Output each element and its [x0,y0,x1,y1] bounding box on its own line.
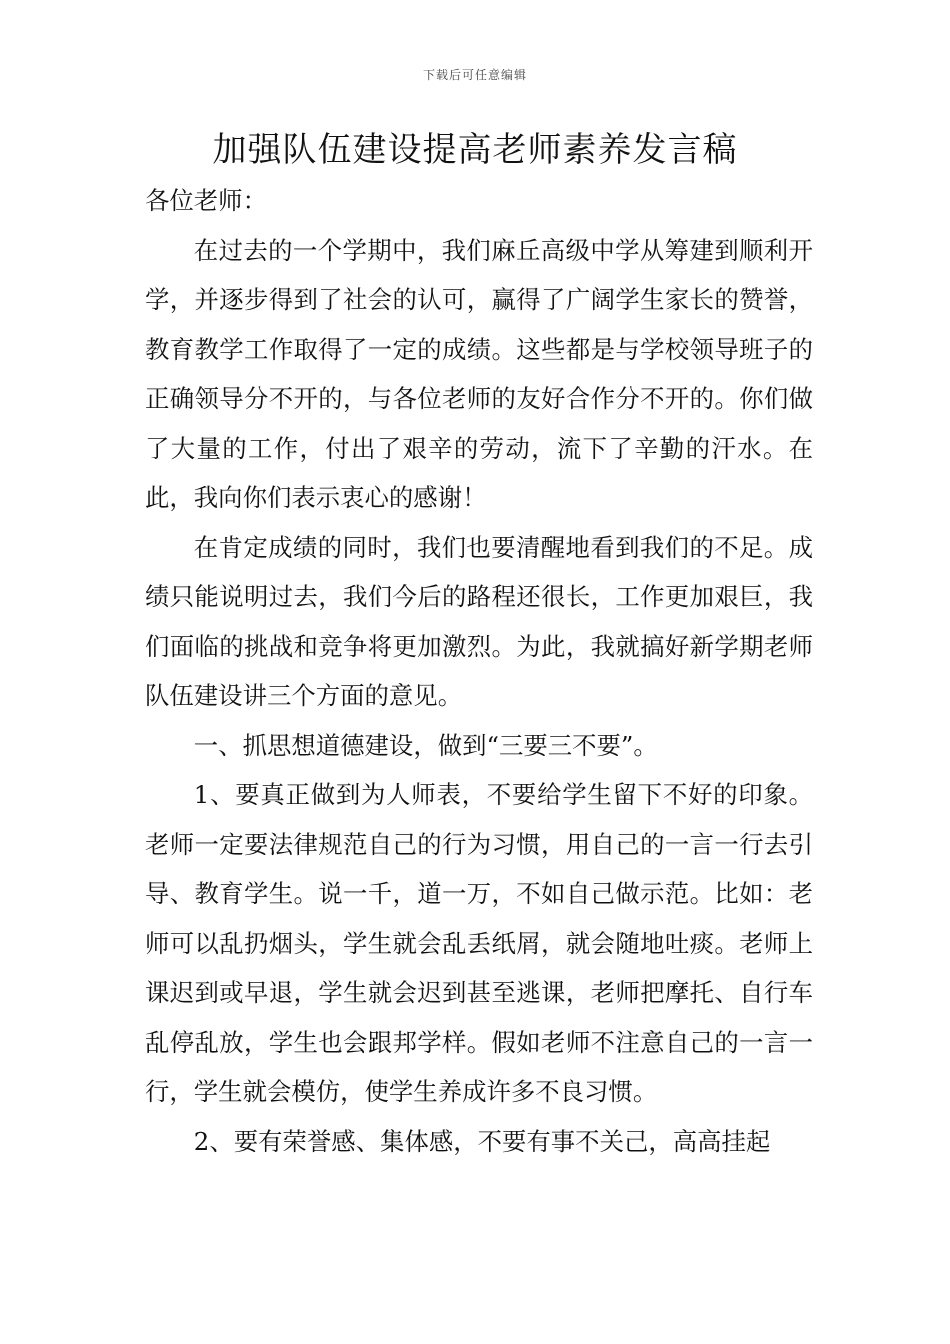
document-title: 加强队伍建设提高老师素养发言稿 [212,130,738,170]
salutation: 各位老师： [145,186,267,215]
paragraph: 2、要有荣誉感、集体感，不要有事不关己，高高挂起 [193,1126,771,1156]
section-heading: 一、抓思想道德建设，做到“三要三不要”。 [193,730,658,760]
paragraph: 在肯定成绩的同时，我们也要清醒地看到我们的不足。成绩只能说明过去，我们今后的路程还很长，工作更加艰巨，我们面临的挑战和竞争将更加激烈。为此，我就搞好新学期老师队伍建设讲三个方面的意见。 [145,532,813,710]
paragraph: 1、要真正做到为人师表，不要给学生留下不好的印象。老师一定要法律规范自己的行为习惯，用自己的一言一行去引导、教育学生。说一千，道一万，不如自己做示范。比如：老师可以乱扔烟头，学生就会乱丢纸屑，就会随地吐痰。老师上课迟到或早退，学生就会迟到甚至逃课，老师把摩托、自行车乱停乱放，学生也会跟邦学样。假如老师不注意自己的一言一行，学生就会模仿，使学生养成许多不良习惯。 [145,780,813,1106]
paragraph: 在过去的一个学期中，我们麻丘高级中学从筹建到顺利开学，并逐步得到了社会的认可，赢得了广阔学生家长的赞誉，教育教学工作取得了一定的成绩。这些都是与学校领导班子的正确领导分不开的，与各位老师的友好合作分不开的。你们做了大量的工作，付出了艰辛的劳动，流下了辛勤的汗水。在此，我向你们表示衷心的感谢！ [145,235,813,512]
header-note: 下载后可任意编辑 [422,68,527,82]
document-body [145,176,813,1166]
